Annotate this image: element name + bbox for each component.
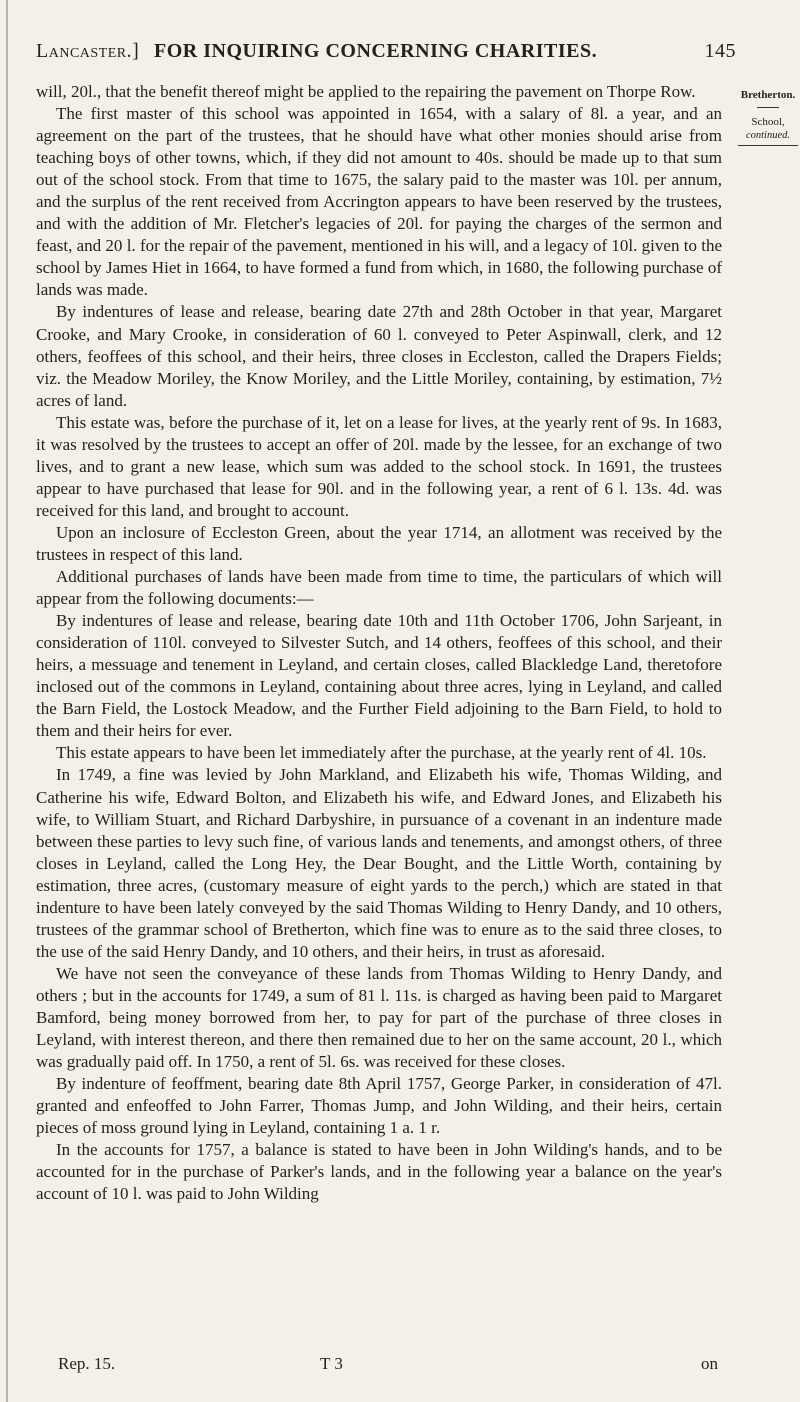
paragraph: By indentures of lease and release, bearing date 27th and 28th October in that year, Margaret Crooke, and Mary Crooke, in consideration of 60 l. conveyed to Peter Aspinwall, clerk, and 12 others, feoffees of this school, and their heirs, three closes in Eccleston, called the Drapers Fields; viz. the Meadow Moriley, the Know Moriley, and the Little Moriley, containing, by estimation, 7½ acres of land. (36, 302, 722, 410)
paragraph: In 1749, a fine was levied by John Markland, and Elizabeth his wife, Thomas Wilding, and Catherine his wife, Edward Bolton, and Elizabeth his wife, and Edward Jones, and Elizabeth his wife, to William Stuart, and Richard Darbyshire, in pursuance of a covenant in an indenture made between these parties to levy such fine, of various lands and tenements, and amongst others, of three closes in Leyland, called the Long Hey, the Dear Bought, and the Little Worth, containing by estimation, three acres, (customary measure of eight yards to the perch,) which are stated in that indenture to have been lately conveyed by the said Thomas Wilding to Henry Dandy, and 10 others, trustees of the grammar school of Bretherton, which fine was to enure as to the said three closes, to the use of the said Henry Dandy, and 10 others, and their heirs, in trust as aforesaid. (36, 765, 722, 961)
paragraph: By indenture of feoffment, bearing date 8th April 1757, George Parker, in consideration of 47l. granted and enfeoffed to John Farrer, Thomas Jump, and John Wilding, and their heirs, certain pieces of moss ground lying in Leyland, containing 1 a. 1 r. (36, 1074, 722, 1138)
margin-continued: continued. (745, 130, 791, 141)
body-text (36, 81, 722, 1205)
paragraph: Upon an inclosure of Eccleston Green, about the year 1714, an allotment was received by the trustees in respect of this land. (36, 522, 722, 564)
paragraph: We have not seen the conveyance of these lands from Thomas Wilding to Henry Dandy, and others ; but in the accounts for 1749, a sum of 81 l. 11s. is charged as having been paid to Margaret Bamford, being money borrowed from her, to pay for part of the purchase of three closes in Leyland, with interest thereon, and there then remained due to her on the same account, 20 l., which was gradually paid off. In 1750, a rent of 5l. 6s. was received for these closes. (36, 963, 722, 1072)
page-number: 145 (704, 40, 736, 62)
paragraph: This estate was, before the purchase of it, let on a lease for lives, at the yearly rent of 9s. In 1683, it was resolved by the trustees to accept an offer of 20l. made by the lessee, for an exchange of two lives, and to grant a new lease, which sum was added to the school stock. In 1691, the trustees appear to have purchased that lease for 90l. and in the following year, a rent of 6 l. 13s. 4d. was received for this land, and brought to account. (36, 412, 722, 520)
report-reference: Rep. 15. (58, 1354, 116, 1373)
paragraph: will, 20l., that the benefit thereof might be applied to the repairing the pavement on Thorpe Row. (36, 82, 696, 101)
page-edge-rule (6, 0, 8, 1402)
page-footer (58, 1354, 718, 1378)
paragraph: In the accounts for 1757, a balance is stated to have been in John Wilding's hands, and to be accounted for in the purchase of Parker's lands, and in the following year a balance on the year's account of 10 l. was paid to John Wilding (36, 1140, 722, 1204)
margin-note (738, 88, 798, 154)
paragraph: By indentures of lease and release, bearing date 10th and 11th October 1706, John Sarjeant, in consideration of 110l. conveyed to Silvester Sutch, and 14 others, feoffees of this school, and their heirs, a messuage and tenement in Leyland, and certain closes, called Blackledge Land, theretofore inclosed out of the commons in Leyland, containing about three acres, lying in Leyland, and called the Barn Field, the Lostock Meadow, and the Further Field adjoining to the Barn Field, to hold to them and their heirs for ever. (36, 611, 722, 741)
margin-subject: School, (751, 116, 785, 128)
paragraph: Additional purchases of lands have been made from time to time, the particulars of which will appear from the following documents:— (36, 567, 722, 609)
header-county: Lancaster.] (36, 40, 140, 62)
margin-brace (738, 145, 798, 154)
signature-mark: T 3 (320, 1354, 343, 1373)
margin-divider (757, 107, 779, 108)
catchword: on (701, 1354, 718, 1373)
running-header (36, 40, 736, 70)
header-title: FOR INQUIRING CONCERNING CHARITIES. (154, 40, 598, 62)
paragraph: This estate appears to have been let immediately after the purchase, at the yearly rent of 4l. 10s. (56, 743, 707, 763)
paragraph: The first master of this school was appointed in 1654, with a salary of 8l. a year, and an agreement on the part of the trustees, that he should have what other monies should arise from teaching boys of other towns, which, if they did not amount to 40s. should be made up to that sum out of the school stock. From that time to 1675, the salary paid to the master was 10l. per annum, and the surplus of the rent received from Accrington appears to have been reserved by the trustees, and with the addition of Mr. Fletcher's legacies of 20l. for paying the charges of the sermon and feast, and 20 l. for the repair of the pavement, mentioned in his will, and a legacy of 10l. given to the school by James Hiet in 1664, to have formed a fund from which, in 1680, the following purchase of lands was made. (36, 104, 722, 300)
margin-place: Bretherton. (740, 89, 796, 101)
